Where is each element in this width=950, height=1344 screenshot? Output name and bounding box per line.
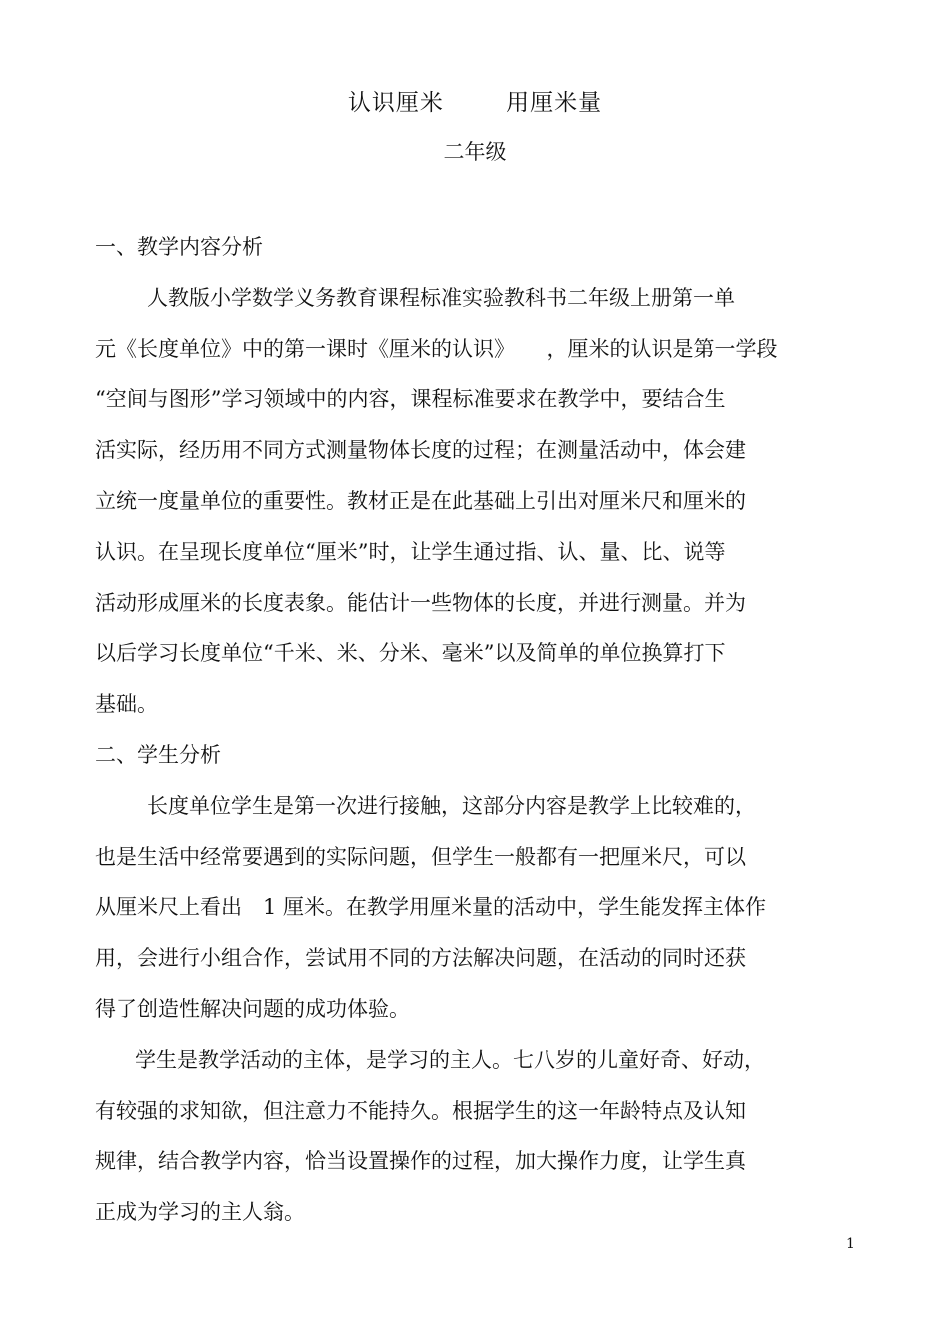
paragraph-line: 活实际，经历用不同方式测量物体长度的过程；在测量活动中，体会建 (95, 438, 746, 463)
paragraph-line: 人教版小学数学义务教育课程标准实验教科书二年级上册第一单 (147, 285, 735, 310)
section-heading-content-analysis: 一、教学内容分析 (95, 235, 263, 259)
paragraph-line: 从厘米尺上看出 1 厘米。在教学用厘米量的活动中，学生能发挥主体作 (95, 895, 767, 920)
paragraph-line: 规律，结合教学内容，恰当设置操作的过程，加大操作力度，让学生真 (95, 1149, 746, 1174)
paragraph-line: 长度单位学生是第一次进行接触，这部分内容是教学上比较难的， (147, 793, 756, 818)
paragraph-line: 活动形成厘米的长度表象。能估计一些物体的长度，并进行测量。并为 (95, 590, 746, 615)
grade-label: 二年级 (443, 140, 507, 164)
page-number: 1 (846, 1236, 855, 1252)
document-body (95, 232, 855, 1248)
paragraph-line: 元《长度单位》中的第一课时《厘米的认识》 ，厘米的认识是第一学段 (95, 336, 778, 361)
document-title: 认识厘米 用厘米量 (347, 90, 603, 116)
section-heading-student-analysis: 二、学生分析 (95, 742, 221, 767)
paragraph-line: 正成为学习的主人翁。 (95, 1200, 305, 1225)
paragraph-line: 有较强的求知欲，但注意力不能持久。根据学生的这一年龄特点及认知 (95, 1098, 746, 1123)
paragraph-line: 学生是教学活动的主体，是学习的主人。七八岁的儿童好奇、好动， (135, 1047, 765, 1072)
paragraph-line: 基础。 (95, 692, 158, 717)
paragraph-line: 也是生活中经常要遇到的实际问题，但学生一般都有一把厘米尺，可以 (95, 844, 746, 869)
paragraph-line: “空间与图形”学习领域中的内容，课程标准要求在教学中，要结合生 (95, 387, 726, 412)
paragraph-line: 得了创造性解决问题的成功体验。 (95, 996, 410, 1021)
paragraph-line: 以后学习长度单位“千米、米、分米、毫米”以及简单的单位换算打下 (95, 641, 726, 666)
paragraph-line: 认识。在呈现长度单位“厘米”时，让学生通过指、认、量、比、说等 (95, 539, 726, 564)
paragraph-line: 立统一度量单位的重要性。教材正是在此基础上引出对厘米尺和厘米的 (95, 488, 746, 513)
paragraph-line: 用，会进行小组合作，尝试用不同的方法解决问题，在活动的同时还获 (95, 946, 746, 971)
